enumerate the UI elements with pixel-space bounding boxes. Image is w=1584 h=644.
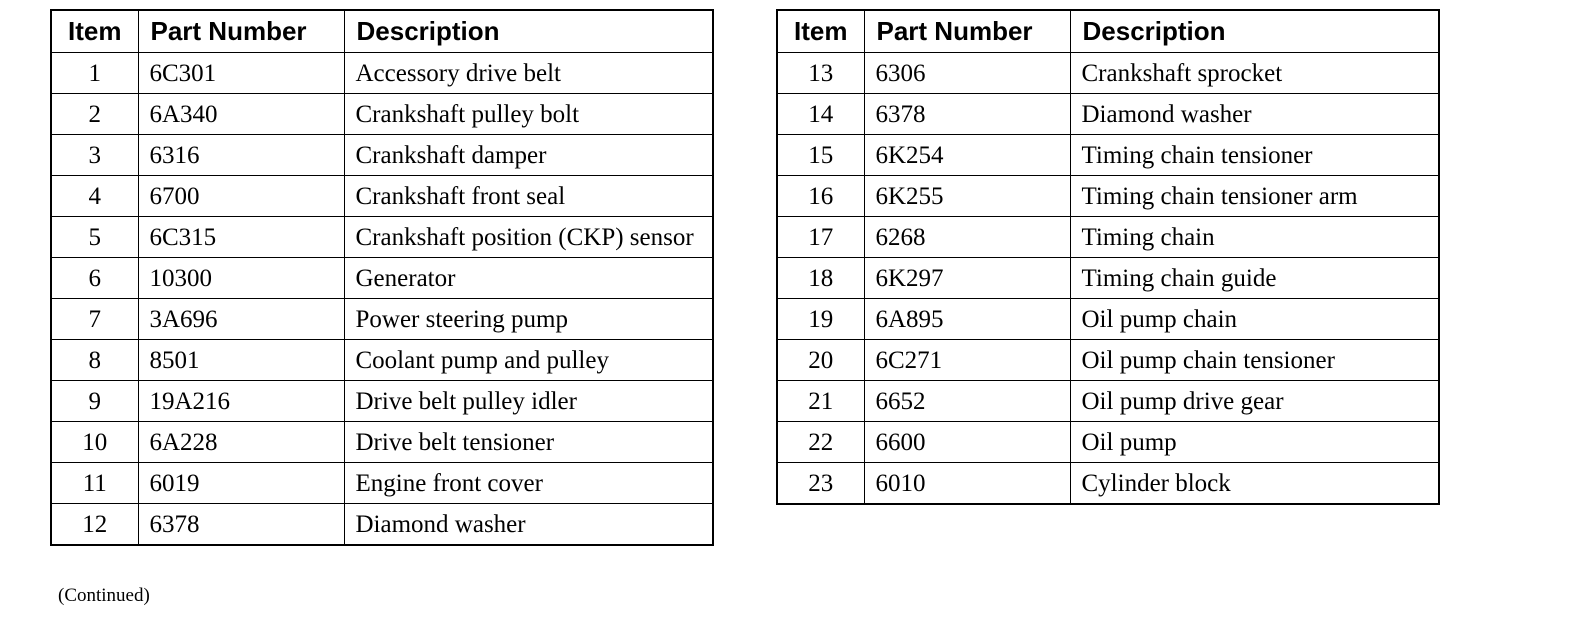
table-row [777,462,1439,504]
cell-description: Drive belt pulley idler [344,380,713,421]
cell-item: 10 [51,421,138,462]
table-row [51,52,713,93]
cell-part-number: 6C301 [138,52,344,93]
table-row [777,257,1439,298]
table-row [777,339,1439,380]
cell-description: Accessory drive belt [344,52,713,93]
header-row [51,10,713,52]
cell-part-number: 6600 [864,421,1070,462]
cell-item: 11 [51,462,138,503]
table-row [51,175,713,216]
cell-description: Crankshaft position (CKP) sensor [344,216,713,257]
header-part-number: Part Number [864,10,1070,52]
table-row [51,380,713,421]
cell-description: Power steering pump [344,298,713,339]
table-row [777,421,1439,462]
cell-description: Diamond washer [1070,93,1439,134]
header-part-number: Part Number [138,10,344,52]
cell-item: 15 [777,134,864,175]
cell-description: Cylinder block [1070,462,1439,504]
continued-note: (Continued) [58,585,150,606]
table-row [51,339,713,380]
header-description: Description [1070,10,1439,52]
table-row [777,52,1439,93]
table-row [777,298,1439,339]
cell-item: 4 [51,175,138,216]
cell-item: 18 [777,257,864,298]
table-row [51,421,713,462]
cell-part-number: 6010 [864,462,1070,504]
header-description: Description [344,10,713,52]
table-row [777,134,1439,175]
cell-description: Coolant pump and pulley [344,339,713,380]
cell-part-number: 6C315 [138,216,344,257]
cell-part-number: 3A696 [138,298,344,339]
cell-description: Timing chain guide [1070,257,1439,298]
cell-description: Crankshaft front seal [344,175,713,216]
cell-part-number: 6700 [138,175,344,216]
cell-item: 5 [51,216,138,257]
cell-part-number: 6316 [138,134,344,175]
cell-part-number: 6A340 [138,93,344,134]
cell-description: Oil pump [1070,421,1439,462]
cell-part-number: 6A228 [138,421,344,462]
table-row [51,93,713,134]
cell-part-number: 6K297 [864,257,1070,298]
cell-part-number: 6378 [864,93,1070,134]
cell-item: 23 [777,462,864,504]
table-row [777,93,1439,134]
cell-description: Oil pump chain [1070,298,1439,339]
cell-description: Diamond washer [344,503,713,545]
cell-description: Crankshaft damper [344,134,713,175]
cell-description: Timing chain tensioner arm [1070,175,1439,216]
cell-description: Crankshaft pulley bolt [344,93,713,134]
table-row [51,134,713,175]
table-row [51,503,713,545]
header-item: Item [51,10,138,52]
cell-part-number: 10300 [138,257,344,298]
cell-item: 22 [777,421,864,462]
cell-description: Crankshaft sprocket [1070,52,1439,93]
cell-part-number: 6K255 [864,175,1070,216]
cell-item: 1 [51,52,138,93]
cell-item: 8 [51,339,138,380]
cell-item: 7 [51,298,138,339]
cell-item: 17 [777,216,864,257]
cell-part-number: 8501 [138,339,344,380]
table-row [777,175,1439,216]
cell-item: 3 [51,134,138,175]
parts-table-left [50,9,714,546]
cell-part-number: 19A216 [138,380,344,421]
header-item: Item [777,10,864,52]
cell-item: 21 [777,380,864,421]
cell-item: 19 [777,298,864,339]
cell-item: 2 [51,93,138,134]
cell-item: 20 [777,339,864,380]
cell-item: 16 [777,175,864,216]
table-row [777,380,1439,421]
cell-description: Generator [344,257,713,298]
cell-item: 6 [51,257,138,298]
cell-item: 13 [777,52,864,93]
cell-part-number: 6306 [864,52,1070,93]
cell-description: Oil pump chain tensioner [1070,339,1439,380]
cell-part-number: 6378 [138,503,344,545]
parts-table-right [776,9,1440,505]
cell-part-number: 6019 [138,462,344,503]
cell-part-number: 6268 [864,216,1070,257]
table-row [777,216,1439,257]
cell-part-number: 6652 [864,380,1070,421]
cell-item: 9 [51,380,138,421]
cell-part-number: 6A895 [864,298,1070,339]
cell-part-number: 6C271 [864,339,1070,380]
header-row [777,10,1439,52]
table-row [51,216,713,257]
table-row [51,462,713,503]
table-row [51,298,713,339]
table-row [51,257,713,298]
cell-description: Timing chain [1070,216,1439,257]
cell-part-number: 6K254 [864,134,1070,175]
cell-description: Oil pump drive gear [1070,380,1439,421]
cell-description: Engine front cover [344,462,713,503]
cell-description: Drive belt tensioner [344,421,713,462]
cell-item: 14 [777,93,864,134]
cell-description: Timing chain tensioner [1070,134,1439,175]
cell-item: 12 [51,503,138,545]
